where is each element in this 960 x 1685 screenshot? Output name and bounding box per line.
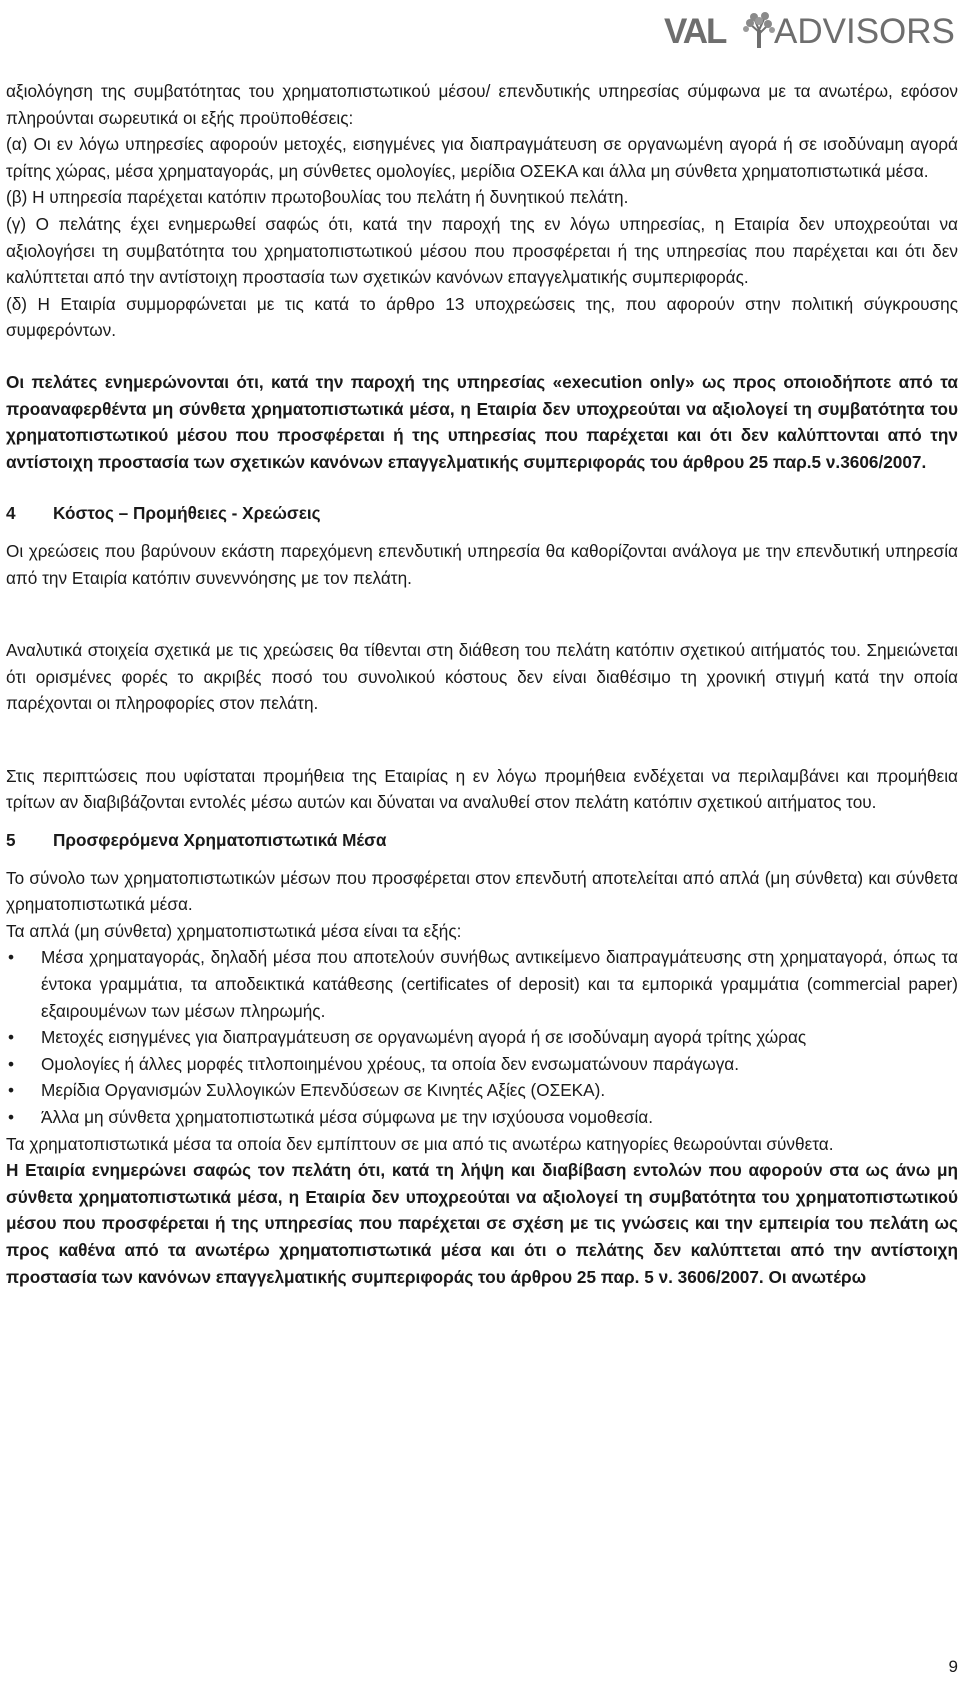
section-4-heading — [6, 500, 958, 527]
bullet-icon: • — [8, 1053, 15, 1074]
spacer — [6, 344, 958, 369]
spacer — [6, 717, 958, 763]
condition-b: (β) Η υπηρεσία παρέχεται κατόπιν πρωτοβουλίας του πελάτη ή δυνητικού πελάτη. — [6, 187, 629, 208]
bullet-icon: • — [8, 1027, 15, 1048]
non-complex-notice: Η Εταιρία ενημερώνει σαφώς τον πελάτη ότι, κατά τη λήψη και διαβίβαση εντολών που αφορούν στα ως άνω μη σύνθετα χρηματοπιστωτικά μέσα, η Εταιρία δεν υποχρεούται να αξιολογεί τη συμβατότητα του χρηματοπιστωτικού μέσου που προσφέρεται ή της υπηρεσίας που παρέχεται σε σχέση με τις γνώσεις και την εμπειρία του πελάτη ως προς καθένα από τα ανωτέρω χρηματοπιστωτικά μέσα και ότι ο πελάτης δεν καλύπτεται από την αντίστοιχη προστασία των κανόνων επαγγελματικής συμπεριφοράς του άρθρου 25 παρ. 5 ν. 3606/2007. Οι ανωτέρω — [6, 1160, 958, 1287]
condition-d: (δ) Η Εταιρία συμμορφώνεται με τις κατά το άρθρο 13 υποχρεώσεις της, που αφορούν στην πολιτική σύγκρουσης συμφερόντων. — [6, 293, 958, 341]
olive-tree-icon — [742, 12, 776, 50]
section-5-paragraph-2: Τα απλά (μη σύνθετα) χρηματοπιστωτικά μέσα είναι τα εξής: — [6, 920, 462, 941]
section-4-number: 4 — [6, 503, 16, 524]
section-5-number: 5 — [6, 830, 16, 851]
list-item: • Μετοχές εισηγμένες για διαπραγμάτευση σε οργανωμένη αγορά ή σε ισοδύναμη αγορά τρίτης χώρας — [6, 1024, 958, 1051]
execution-only-notice: Οι πελάτες ενημερώνονται ότι, κατά την παροχή της υπηρεσίας «execution only» ως προς οποιοδήποτε από τα προαναφερθέντα μη σύνθετα χρηματοπιστωτικά μέσα, η Εταιρία δεν υποχρεούται να αξιολογεί τη συμβατότητα του χρηματοπιστωτικού μέσου που προσφέρεται ή της υπηρεσίας που παρέχεται και ότι δεν καλύπτονται από την αντίστοιχη προστασία των σχετικών κανόνων επαγγελματικής συμπεριφοράς του άρθρου 25 παρ.5 ν.3606/2007. — [6, 371, 958, 472]
section-4-paragraph-3: Στις περιπτώσεις που υφίσταται προμήθεια της Εταιρίας η εν λόγω προμήθεια ενδέχεται να περιλαμβάνει και προμήθεια τρίτων αν διαβιβάζονται εντολές μέσω αυτών και δύναται να αναλυθεί στον πελάτη κατόπιν σχετικού αιτήματος του. — [6, 765, 958, 813]
section-4-paragraph-2: Αναλυτικά στοιχεία σχετικά με τις χρεώσεις θα τίθενται στη διάθεση του πελάτη κατόπιν σχετικού αιτήματός του. Σημειώνεται ότι ορισμένες φορές το ακριβές ποσό του συνολικού κόστους δεν είναι διαθέσιμο τη χρονική στιγμή κατά την οποία παρέχονται οι πληροφορίες στον πελάτη. — [6, 640, 958, 714]
spacer — [6, 854, 958, 865]
logo-advisors-text: ADVISORS — [774, 12, 955, 51]
company-logo — [664, 10, 959, 50]
bullet-icon: • — [8, 1107, 15, 1127]
logo-val-text: VAL — [664, 12, 726, 51]
page-number: 9 — [948, 1657, 958, 1676]
section-4-paragraph-1: Οι χρεώσεις που βαρύνουν εκάστη παρεχόμενη επενδυτική υπηρεσία θα καθορίζονται ανάλογα με την επενδυτική υπηρεσία από την Εταιρία κατόπιν συνεννόησης με τον πελάτη. — [6, 540, 958, 588]
condition-a: (α) Οι εν λόγω υπηρεσίες αφορούν μετοχές, εισηγμένες για διαπραγμάτευση σε οργανωμένη αγορά ή σε ισοδύναμη αγορά τρίτης χώρας, μέσα χρηματαγοράς, μη σύνθετες ομολογίες, μερίδια ΟΣΕΚΑ και άλλα μη σύνθετα χρηματοπιστωτικά μέσα. — [6, 134, 958, 181]
list-item: • Μερίδια Οργανισμών Συλλογικών Επενδύσεων σε Κινητές Αξίες (ΟΣΕΚΑ). — [6, 1077, 958, 1104]
bullet-icon: • — [8, 1080, 15, 1101]
spacer — [6, 527, 958, 538]
section-4-title: Κόστος – Προμήθειες - Χρεώσεις — [53, 503, 321, 524]
condition-c: (γ) Ο πελάτης έχει ενημερωθεί σαφώς ότι, κατά την παροχή της εν λόγω υπηρεσίας, η Εταιρία δεν υποχρεούται να αξιολογήσει τη συμβατότητα του χρηματοπιστωτικού μέσου που προσφέρεται ή της υπηρεσίας που παρέχεται και ότι δεν καλύπτεται από την αντίστοιχη προστασία των σχετικών κανόνων επαγγελματικής συμπεριφοράς. — [6, 213, 958, 288]
spacer — [6, 816, 958, 827]
list-item: • Μέσα χρηματαγοράς, δηλαδή μέσα που αποτελούν συνήθως αντικείμενο διαπραγμάτευσης στη χρηματαγορά, όπως τα έντοκα γραμμάτια, τα αποδεικτικά κατάθεσης (certificates of deposit) και τα εμπορικά γραμμάτια (commercial paper) εξαιρουμένων των μέσων πληρωμής. — [6, 944, 958, 1024]
intro-paragraph: αξιολόγηση της συμβατότητας του χρηματοπιστωτικού μέσου/ επενδυτικής υπηρεσίας σύμφωνα με τα ανωτέρω, εφόσον πληρούνται σωρευτικά οι εξής προϋποθέσεις: — [6, 81, 958, 128]
document-body — [6, 78, 958, 1290]
list-item: • Ομολογίες ή άλλες μορφές τιτλοποιημένου χρέους, τα οποία δεν ενσωματώνουν παράγωγα. — [6, 1051, 958, 1078]
section-5-paragraph-1: Το σύνολο των χρηματοπιστωτικών μέσων που προσφέρεται στον επενδυτή αποτελείται από απλά (μη σύνθετα) και σύνθετα χρηματοπιστωτικά μέσα. — [6, 867, 958, 915]
section-5-title: Προσφερόμενα Χρηματοπιστωτικά Μέσα — [53, 830, 387, 851]
section-5-heading — [6, 827, 958, 854]
section-5-paragraph-3: Τα χρηματοπιστωτικά μέσα τα οποία δεν εμπίπτουν σε μια από τις ανωτέρω κατηγορίες θεωρούνται σύνθετα. — [6, 1133, 834, 1154]
spacer — [6, 591, 958, 637]
instrument-list — [6, 944, 958, 1130]
bullet-icon: • — [8, 947, 15, 968]
list-item: • Άλλα μη σύνθετα χρηματοπιστωτικά μέσα σύμφωνα με την ισχύουσα νομοθεσία. — [6, 1104, 958, 1131]
spacer — [6, 475, 958, 500]
